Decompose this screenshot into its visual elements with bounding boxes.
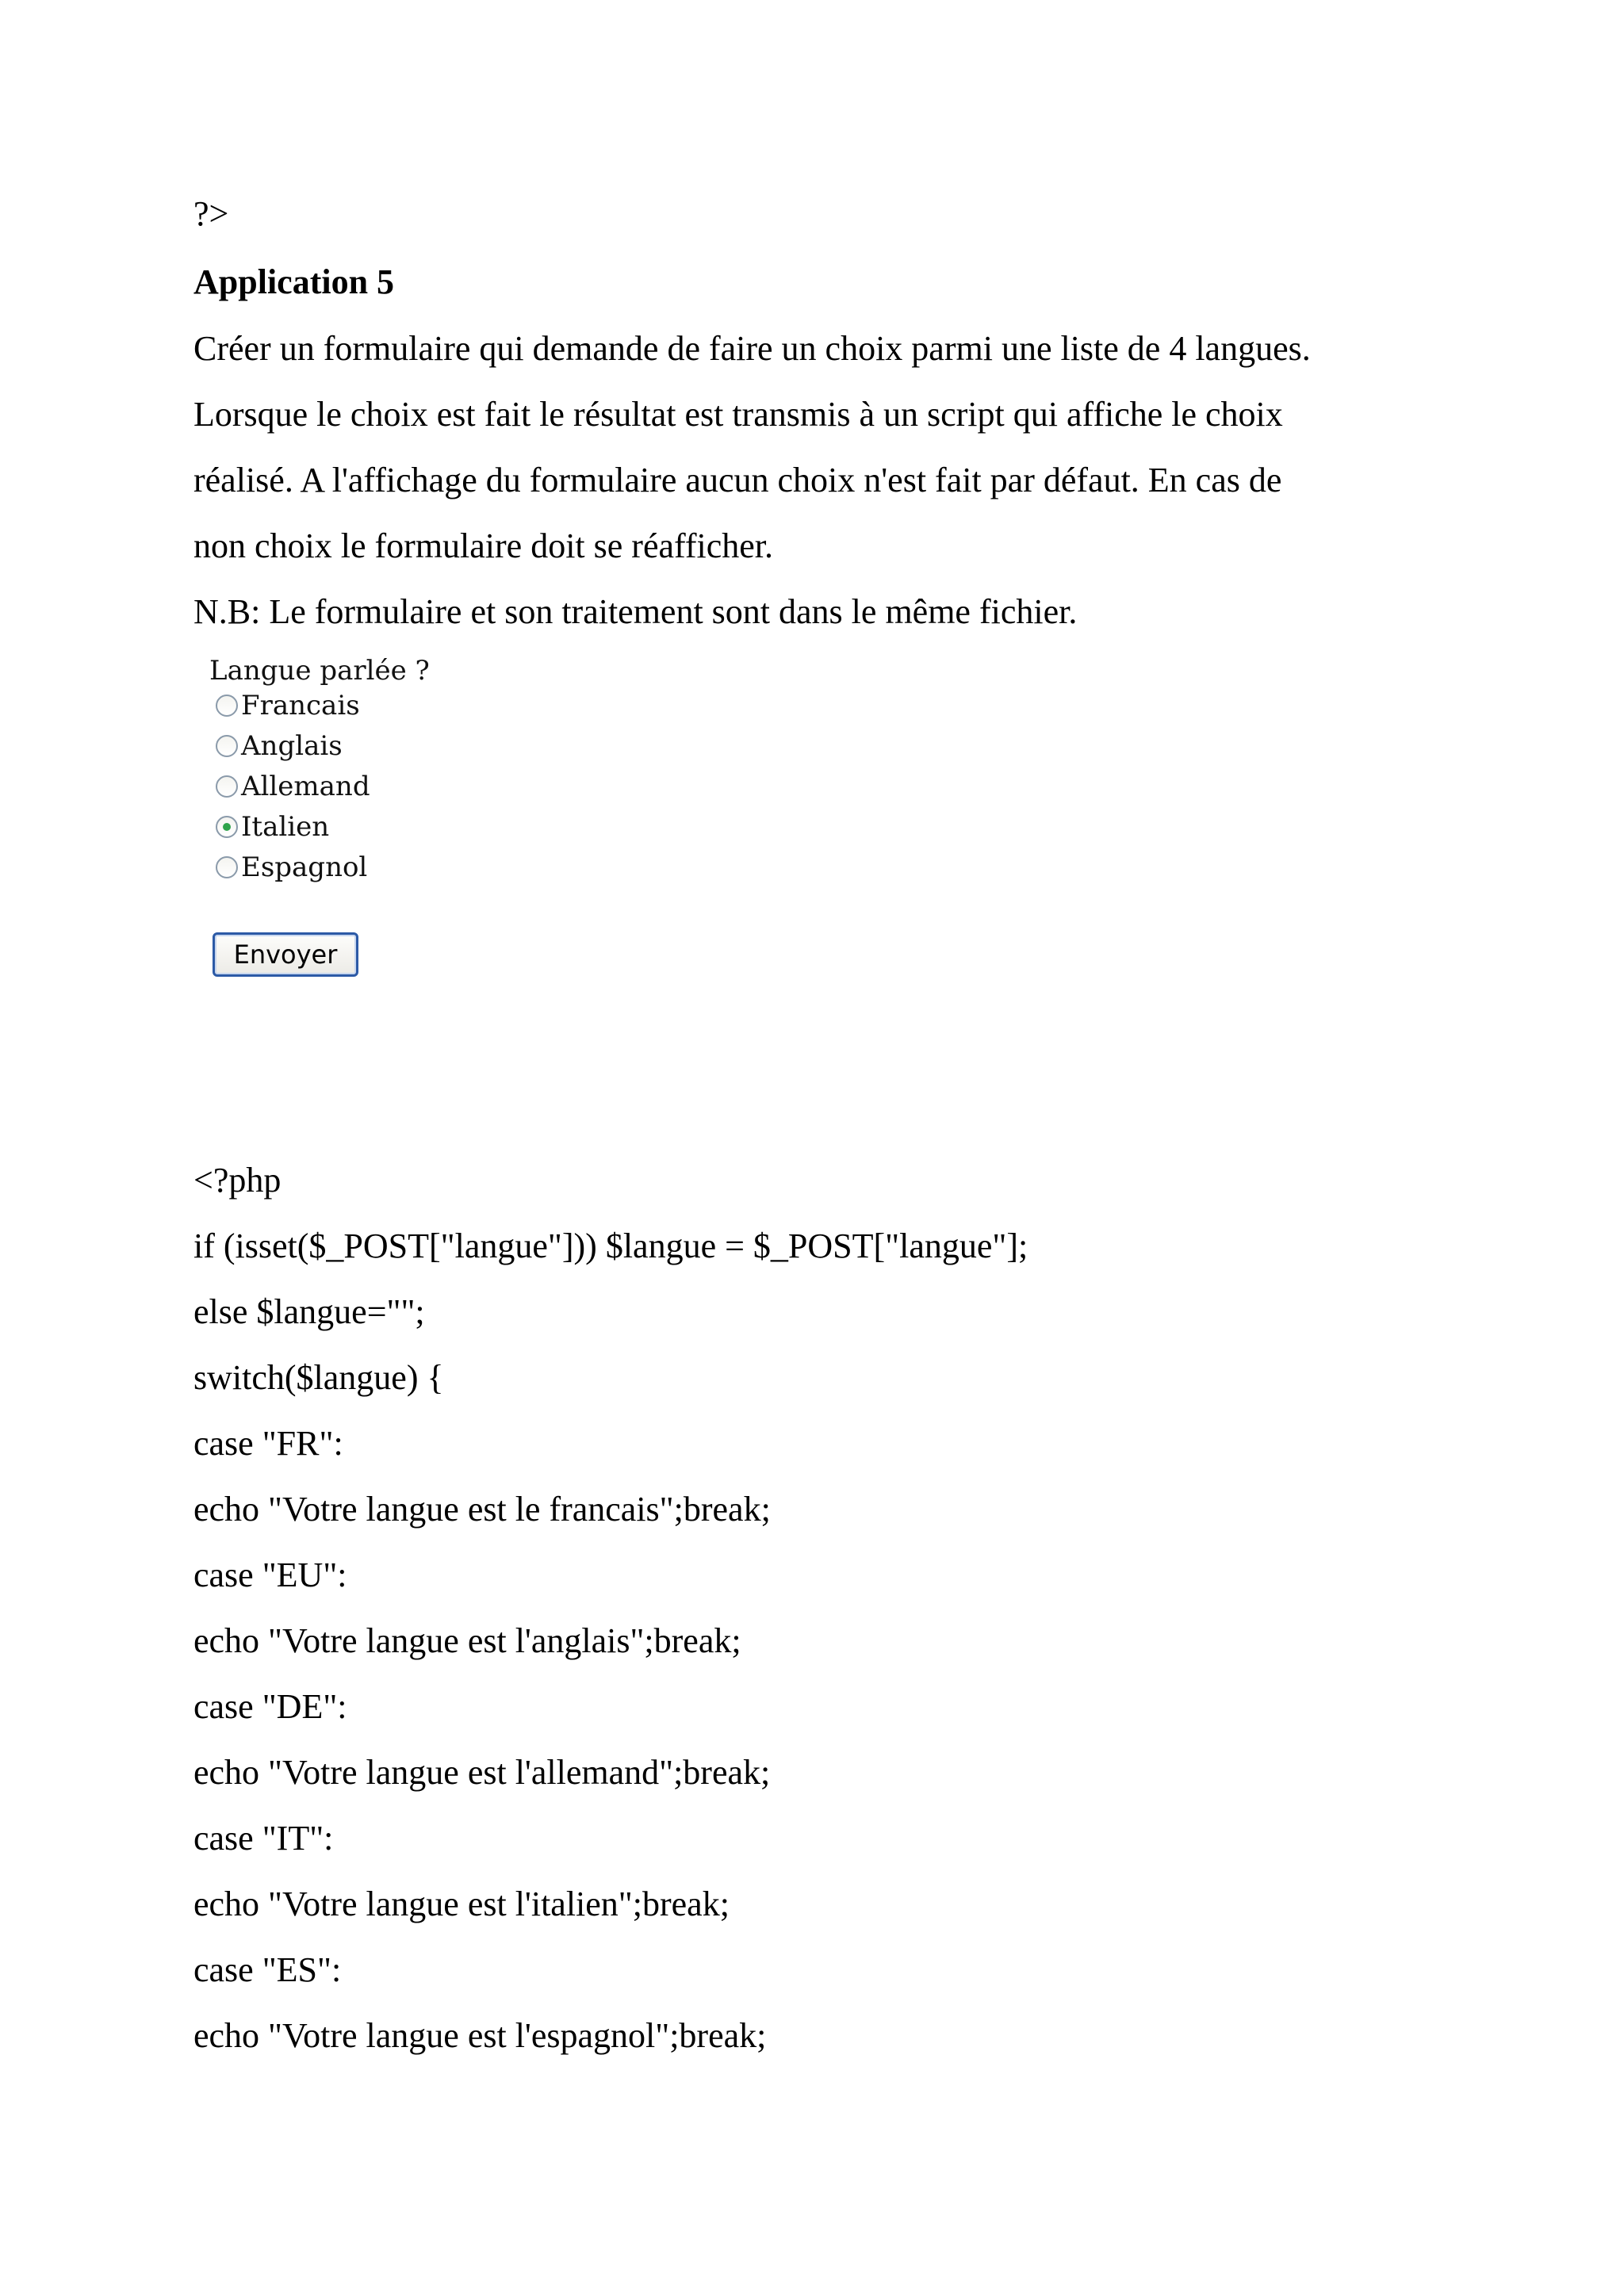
code-line: case "DE":	[193, 1687, 347, 1726]
radio-button[interactable]	[216, 775, 238, 798]
code-line: else $langue="";	[193, 1292, 425, 1331]
code-line: echo "Votre langue est l'allemand";break;	[193, 1753, 771, 1792]
paragraph-line: Lorsque le choix est fait le résultat est transmis à un script qui affiche le choix	[193, 395, 1283, 434]
radio-label: Allemand	[241, 771, 370, 802]
paragraph-line: réalisé. A l'affichage du formulaire aucun choix n'est fait par défaut. En cas de	[193, 461, 1282, 499]
code-line: case "IT":	[193, 1819, 334, 1858]
radio-option-espagnol[interactable]	[216, 850, 367, 885]
radio-label: Anglais	[241, 730, 343, 762]
exercise-heading: Application 5	[193, 262, 395, 301]
radio-button[interactable]	[216, 735, 238, 757]
form-question: Langue parlée ?	[209, 655, 430, 687]
code-line: if (isset($_POST["langue"])) $langue = $_POST["langue"];	[193, 1226, 1028, 1265]
code-line: echo "Votre langue est l'espagnol";break;	[193, 2016, 767, 2055]
php-closing-tag: ?>	[193, 194, 229, 233]
code-line: case "ES":	[193, 1950, 342, 1989]
radio-label: Espagnol	[241, 851, 368, 883]
code-line: <?php	[193, 1161, 282, 1200]
code-line: echo "Votre langue est le francais";break;	[193, 1490, 771, 1529]
radio-button[interactable]	[216, 856, 238, 878]
paragraph-line: Créer un formulaire qui demande de faire un choix parmi une liste de 4 langues.	[193, 329, 1311, 368]
code-line: echo "Votre langue est l'italien";break;	[193, 1885, 730, 1923]
envoyer-button[interactable]: Envoyer	[213, 932, 358, 977]
language-form	[205, 649, 458, 989]
radio-label: Francais	[241, 690, 360, 721]
code-line: case "FR":	[193, 1424, 343, 1463]
radio-option-francais[interactable]	[216, 688, 360, 723]
radio-label: Italien	[241, 811, 330, 843]
radio-button[interactable]	[216, 695, 238, 717]
radio-option-allemand[interactable]	[216, 769, 370, 804]
code-line: case "EU":	[193, 1556, 347, 1594]
code-line: switch($langue) {	[193, 1358, 444, 1397]
code-line: echo "Votre langue est l'anglais";break;	[193, 1621, 741, 1660]
radio-option-italien[interactable]	[216, 809, 329, 844]
note-line: N.B: Le formulaire et son traitement sont dans le même fichier.	[193, 592, 1078, 631]
radio-button[interactable]	[216, 816, 238, 838]
radio-option-anglais[interactable]	[216, 729, 343, 763]
paragraph-line: non choix le formulaire doit se réafficher.	[193, 526, 774, 565]
